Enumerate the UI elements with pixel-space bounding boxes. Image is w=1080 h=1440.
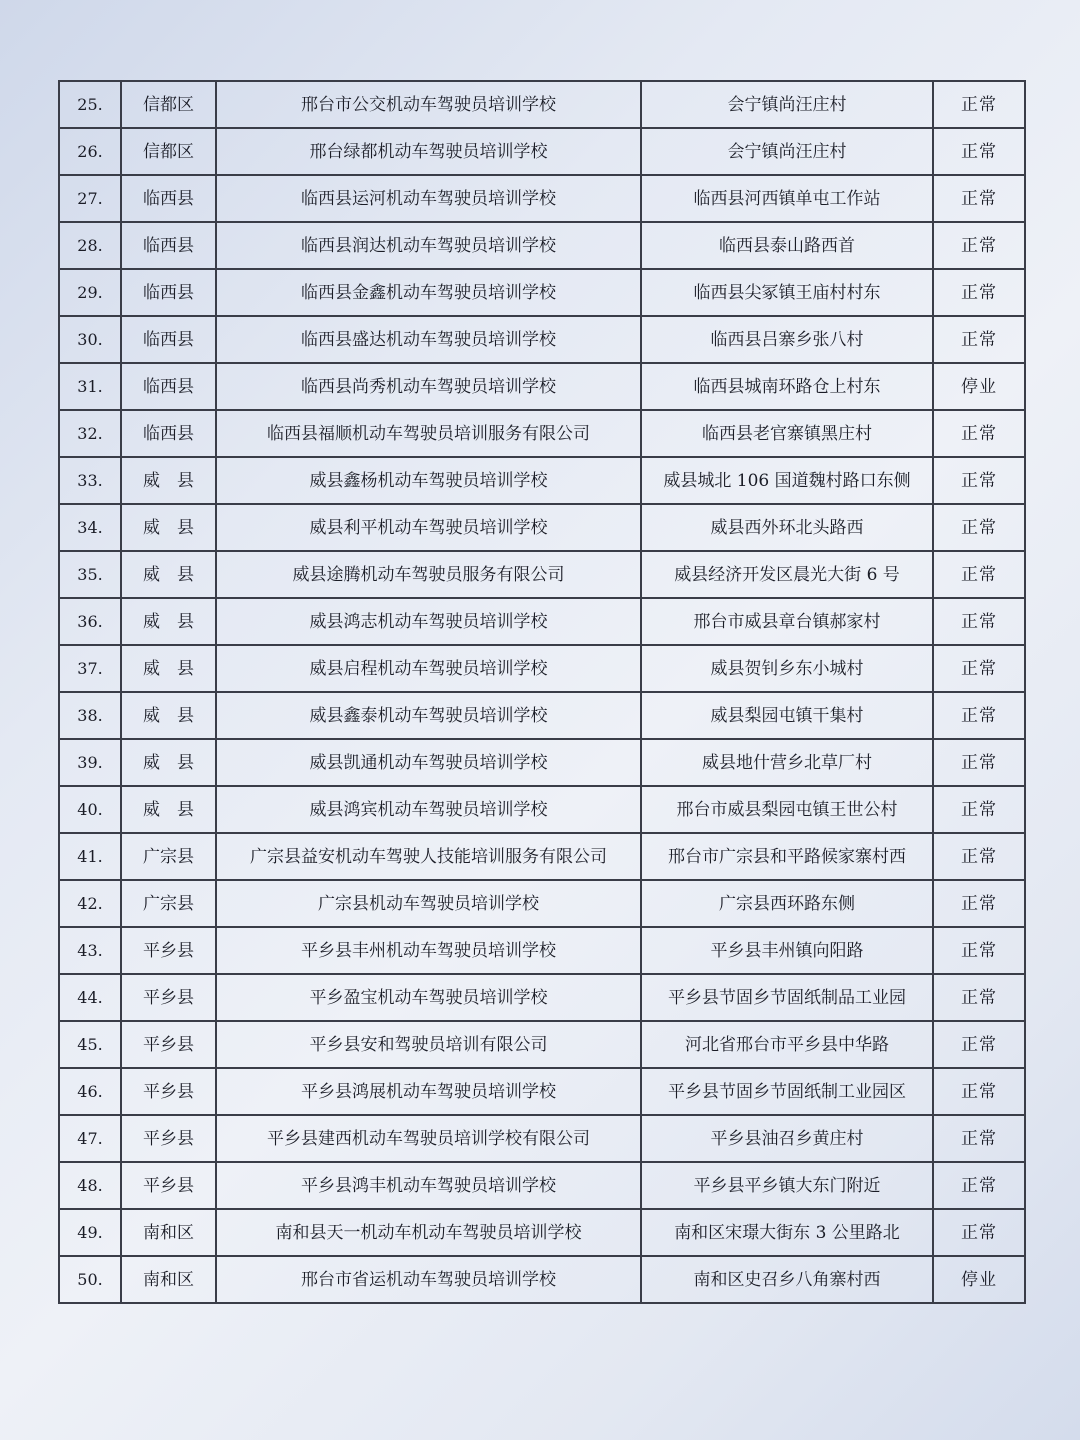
status-cell: 正常 (933, 786, 1025, 833)
table-row (59, 128, 1025, 175)
school-name-cell: 临西县运河机动车驾驶员培训学校 (216, 175, 641, 222)
status-cell: 正常 (933, 598, 1025, 645)
address-cell: 广宗县西环路东侧 (641, 880, 933, 927)
table-row (59, 269, 1025, 316)
table-row (59, 1068, 1025, 1115)
school-name-cell: 邢台市省运机动车驾驶员培训学校 (216, 1256, 641, 1303)
row-number: 37. (59, 645, 121, 692)
row-number: 26. (59, 128, 121, 175)
driving-school-table (58, 80, 1026, 1304)
address-cell: 威县西外环北头路西 (641, 504, 933, 551)
status-cell: 正常 (933, 1021, 1025, 1068)
address-cell: 临西县尖冢镇王庙村村东 (641, 269, 933, 316)
school-name-cell: 南和县天一机动车机动车驾驶员培训学校 (216, 1209, 641, 1256)
address-cell: 南和区史召乡八角寨村西 (641, 1256, 933, 1303)
county-cell: 临西县 (121, 269, 216, 316)
school-name-cell: 邢台绿都机动车驾驶员培训学校 (216, 128, 641, 175)
table-row (59, 175, 1025, 222)
county-cell: 威 县 (121, 598, 216, 645)
table-row (59, 410, 1025, 457)
address-cell: 平乡县节固乡节固纸制工业园区 (641, 1068, 933, 1115)
school-name-cell: 威县鸿宾机动车驾驶员培训学校 (216, 786, 641, 833)
row-number: 43. (59, 927, 121, 974)
status-cell: 正常 (933, 222, 1025, 269)
school-name-cell: 平乡盈宝机动车驾驶员培训学校 (216, 974, 641, 1021)
status-cell: 正常 (933, 1162, 1025, 1209)
address-cell: 临西县吕寨乡张八村 (641, 316, 933, 363)
county-cell: 临西县 (121, 316, 216, 363)
address-cell: 临西县泰山路西首 (641, 222, 933, 269)
row-number: 36. (59, 598, 121, 645)
table-row (59, 1209, 1025, 1256)
status-cell: 正常 (933, 175, 1025, 222)
county-cell: 南和区 (121, 1209, 216, 1256)
school-name-cell: 平乡县建西机动车驾驶员培训学校有限公司 (216, 1115, 641, 1162)
table-row (59, 880, 1025, 927)
county-cell: 信都区 (121, 81, 216, 128)
school-name-cell: 威县鑫杨机动车驾驶员培训学校 (216, 457, 641, 504)
table-row (59, 457, 1025, 504)
school-name-cell: 临西县盛达机动车驾驶员培训学校 (216, 316, 641, 363)
school-name-cell: 临西县润达机动车驾驶员培训学校 (216, 222, 641, 269)
county-cell: 威 县 (121, 457, 216, 504)
county-cell: 威 县 (121, 504, 216, 551)
status-cell: 正常 (933, 551, 1025, 598)
table-row (59, 1162, 1025, 1209)
row-number: 41. (59, 833, 121, 880)
school-name-cell: 广宗县机动车驾驶员培训学校 (216, 880, 641, 927)
row-number: 28. (59, 222, 121, 269)
address-cell: 会宁镇尚汪庄村 (641, 128, 933, 175)
school-name-cell: 威县凯通机动车驾驶员培训学校 (216, 739, 641, 786)
row-number: 38. (59, 692, 121, 739)
county-cell: 威 县 (121, 645, 216, 692)
table-row (59, 363, 1025, 410)
county-cell: 平乡县 (121, 1068, 216, 1115)
county-cell: 威 县 (121, 551, 216, 598)
row-number: 49. (59, 1209, 121, 1256)
status-cell: 正常 (933, 410, 1025, 457)
status-cell: 正常 (933, 504, 1025, 551)
table-row (59, 833, 1025, 880)
row-number: 42. (59, 880, 121, 927)
row-number: 31. (59, 363, 121, 410)
status-cell: 正常 (933, 269, 1025, 316)
table-body (59, 81, 1025, 1303)
table-row (59, 645, 1025, 692)
table-row (59, 222, 1025, 269)
status-cell: 正常 (933, 1068, 1025, 1115)
county-cell: 平乡县 (121, 1162, 216, 1209)
row-number: 25. (59, 81, 121, 128)
school-name-cell: 威县启程机动车驾驶员培训学校 (216, 645, 641, 692)
school-name-cell: 威县鑫泰机动车驾驶员培训学校 (216, 692, 641, 739)
address-cell: 河北省邢台市平乡县中华路 (641, 1021, 933, 1068)
address-cell: 临西县河西镇单屯工作站 (641, 175, 933, 222)
address-cell: 南和区宋璟大街东 3 公里路北 (641, 1209, 933, 1256)
row-number: 33. (59, 457, 121, 504)
table-row (59, 974, 1025, 1021)
school-name-cell: 临西县福顺机动车驾驶员培训服务有限公司 (216, 410, 641, 457)
table-row (59, 551, 1025, 598)
status-cell: 停业 (933, 363, 1025, 410)
status-cell: 正常 (933, 81, 1025, 128)
address-cell: 威县城北 106 国道魏村路口东侧 (641, 457, 933, 504)
school-name-cell: 临西县金鑫机动车驾驶员培训学校 (216, 269, 641, 316)
address-cell: 邢台市广宗县和平路候家寨村西 (641, 833, 933, 880)
row-number: 39. (59, 739, 121, 786)
county-cell: 临西县 (121, 363, 216, 410)
county-cell: 平乡县 (121, 927, 216, 974)
table-row (59, 786, 1025, 833)
status-cell: 正常 (933, 880, 1025, 927)
status-cell: 正常 (933, 1115, 1025, 1162)
school-name-cell: 临西县尚秀机动车驾驶员培训学校 (216, 363, 641, 410)
table-row (59, 1021, 1025, 1068)
county-cell: 广宗县 (121, 880, 216, 927)
address-cell: 邢台市威县章台镇郝家村 (641, 598, 933, 645)
status-cell: 正常 (933, 739, 1025, 786)
county-cell: 平乡县 (121, 1021, 216, 1068)
status-cell: 正常 (933, 833, 1025, 880)
county-cell: 平乡县 (121, 974, 216, 1021)
table-row (59, 81, 1025, 128)
status-cell: 停业 (933, 1256, 1025, 1303)
row-number: 35. (59, 551, 121, 598)
table-row (59, 739, 1025, 786)
county-cell: 平乡县 (121, 1115, 216, 1162)
county-cell: 临西县 (121, 175, 216, 222)
row-number: 27. (59, 175, 121, 222)
school-name-cell: 平乡县丰州机动车驾驶员培训学校 (216, 927, 641, 974)
county-cell: 广宗县 (121, 833, 216, 880)
county-cell: 临西县 (121, 410, 216, 457)
address-cell: 平乡县油召乡黄庄村 (641, 1115, 933, 1162)
school-name-cell: 平乡县鸿展机动车驾驶员培训学校 (216, 1068, 641, 1115)
status-cell: 正常 (933, 128, 1025, 175)
address-cell: 邢台市威县梨园屯镇王世公村 (641, 786, 933, 833)
row-number: 44. (59, 974, 121, 1021)
school-name-cell: 威县利平机动车驾驶员培训学校 (216, 504, 641, 551)
address-cell: 平乡县节固乡节固纸制品工业园 (641, 974, 933, 1021)
school-name-cell: 邢台市公交机动车驾驶员培训学校 (216, 81, 641, 128)
table-row (59, 598, 1025, 645)
address-cell: 威县经济开发区晨光大街 6 号 (641, 551, 933, 598)
row-number: 47. (59, 1115, 121, 1162)
status-cell: 正常 (933, 457, 1025, 504)
county-cell: 威 县 (121, 786, 216, 833)
table-row (59, 316, 1025, 363)
address-cell: 临西县城南环路仓上村东 (641, 363, 933, 410)
county-cell: 威 县 (121, 692, 216, 739)
status-cell: 正常 (933, 692, 1025, 739)
county-cell: 信都区 (121, 128, 216, 175)
row-number: 34. (59, 504, 121, 551)
table-row (59, 927, 1025, 974)
address-cell: 威县地什营乡北草厂村 (641, 739, 933, 786)
table-row (59, 1256, 1025, 1303)
address-cell: 会宁镇尚汪庄村 (641, 81, 933, 128)
address-cell: 威县梨园屯镇干集村 (641, 692, 933, 739)
row-number: 29. (59, 269, 121, 316)
row-number: 48. (59, 1162, 121, 1209)
row-number: 45. (59, 1021, 121, 1068)
row-number: 46. (59, 1068, 121, 1115)
row-number: 30. (59, 316, 121, 363)
address-cell: 平乡县平乡镇大东门附近 (641, 1162, 933, 1209)
county-cell: 威 县 (121, 739, 216, 786)
status-cell: 正常 (933, 974, 1025, 1021)
row-number: 50. (59, 1256, 121, 1303)
county-cell: 临西县 (121, 222, 216, 269)
row-number: 40. (59, 786, 121, 833)
school-name-cell: 威县途腾机动车驾驶员服务有限公司 (216, 551, 641, 598)
county-cell: 南和区 (121, 1256, 216, 1303)
address-cell: 威县贺钊乡东小城村 (641, 645, 933, 692)
status-cell: 正常 (933, 927, 1025, 974)
school-name-cell: 平乡县鸿丰机动车驾驶员培训学校 (216, 1162, 641, 1209)
school-name-cell: 广宗县益安机动车驾驶人技能培训服务有限公司 (216, 833, 641, 880)
table-row (59, 1115, 1025, 1162)
status-cell: 正常 (933, 1209, 1025, 1256)
status-cell: 正常 (933, 645, 1025, 692)
address-cell: 临西县老官寨镇黑庄村 (641, 410, 933, 457)
table-row (59, 504, 1025, 551)
school-name-cell: 威县鸿志机动车驾驶员培训学校 (216, 598, 641, 645)
row-number: 32. (59, 410, 121, 457)
table-row (59, 692, 1025, 739)
address-cell: 平乡县丰州镇向阳路 (641, 927, 933, 974)
status-cell: 正常 (933, 316, 1025, 363)
school-name-cell: 平乡县安和驾驶员培训有限公司 (216, 1021, 641, 1068)
